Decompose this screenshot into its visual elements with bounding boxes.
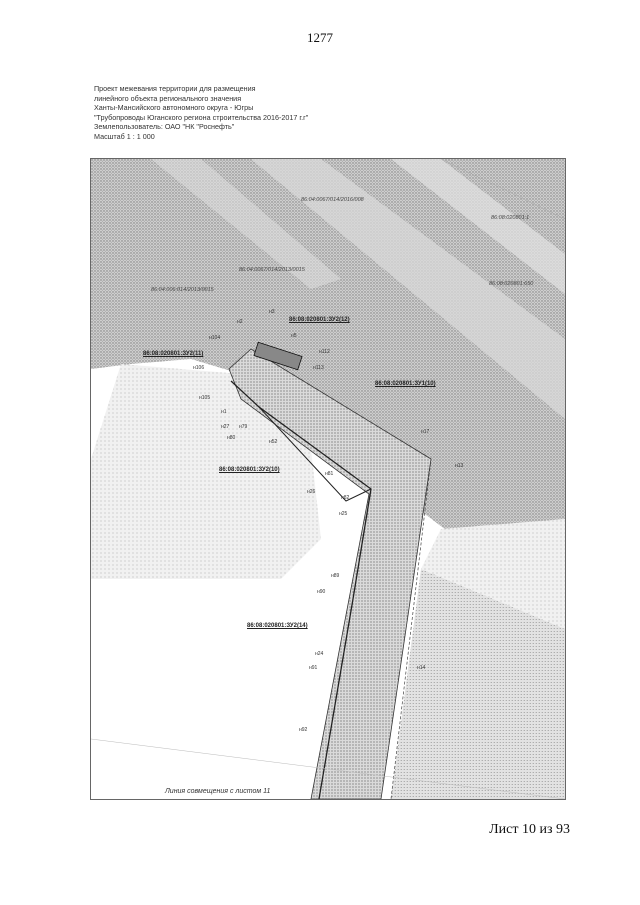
point-label: н106 (193, 365, 205, 371)
zu-label: 86:08:020801:ЗУ2(12) (289, 317, 350, 323)
kad-label: 86:08:020801:650 (489, 281, 534, 287)
point-label: н2 (237, 319, 243, 325)
point-label: н92 (299, 727, 308, 733)
point-label: н105 (199, 395, 211, 401)
scale-line: Масштаб 1 : 1 000 (94, 131, 155, 141)
point-label: н5 (291, 333, 297, 339)
zu-label: 86:08:020801:ЗУ2(14) (247, 623, 308, 629)
point-label: н104 (209, 335, 221, 341)
point-label: н52 (269, 439, 278, 445)
point-label: н80 (227, 435, 236, 441)
title-line: Проект межевания территории для размещения (94, 84, 256, 93)
land-user-line: Землепользователь: ОАО "НК "Роснефть" (94, 122, 235, 132)
map-drawing (91, 159, 565, 799)
sheet-counter: Лист 10 из 93 (489, 822, 570, 837)
point-label: н90 (317, 589, 326, 595)
title-line: "Трубопроводы Юганского региона строительства 2016-2017 г.г" (94, 112, 309, 122)
point-label: н112 (319, 349, 330, 355)
title-line: Ханты-Мансийского автономного округа - Югры (94, 103, 254, 113)
kad-label: 86:08:020801:1 (491, 215, 530, 221)
zu-label: 86:08:020801:ЗУ1(10) (375, 381, 436, 387)
kad-label: 86:04:006:014/2013/0015 (151, 287, 214, 293)
point-label: н82 (341, 495, 350, 501)
cadastral-map (90, 158, 566, 800)
title-line: линейного объекта регионального значения (94, 93, 242, 103)
point-label: н113 (313, 365, 324, 371)
point-label: н17 (421, 429, 430, 435)
zu-label: 86:08:020801:ЗУ2(10) (219, 467, 280, 473)
point-label: н25 (339, 511, 348, 517)
point-label: н26 (307, 489, 316, 495)
point-label: н13 (455, 463, 464, 469)
point-label: н91 (309, 665, 318, 671)
point-label: н1 (221, 409, 227, 415)
combine-line-note: Линия совмещения с листом 11 (165, 788, 271, 795)
map-title-block (94, 84, 414, 142)
point-label: н14 (417, 665, 426, 671)
point-label: н89 (331, 573, 340, 579)
point-label: н24 (315, 651, 324, 657)
point-label: н3 (269, 309, 275, 315)
page-number: 1277 (307, 30, 333, 45)
point-label: н27 (221, 424, 230, 430)
point-label: н81 (325, 471, 334, 477)
zu-label: 86:08:020801:ЗУ2(11) (143, 351, 204, 357)
kad-label: 86:04:0067/014/2016/008 (301, 197, 364, 203)
point-label: н79 (239, 424, 248, 430)
kad-label: 86:04:0067/014/2013/0015 (239, 267, 305, 273)
